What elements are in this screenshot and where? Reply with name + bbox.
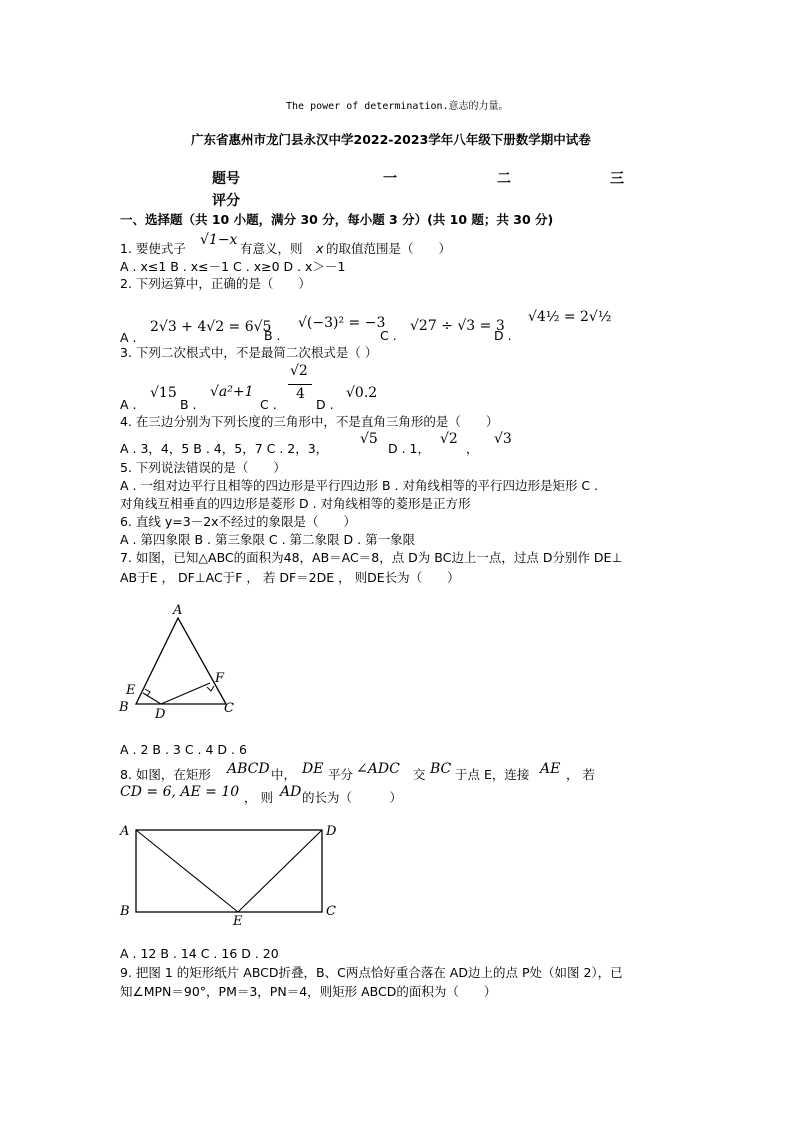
rectangle-abcd: [136, 830, 322, 912]
q1-stem-a: 1. 要使式子: [120, 241, 186, 256]
q2-stem: 2. 下列运算中，正确的是（ ）: [120, 276, 311, 291]
q4-d-radical-2: √3: [494, 431, 512, 447]
q9-line1: 9. 把图 1 的矩形纸片 ABCD折叠，B、C两点恰好重合落在 AD边上的点 P处（如图 2），已: [120, 965, 623, 980]
q8-de: DE: [302, 761, 324, 777]
q1-radical: √1−x: [200, 232, 238, 248]
q4-comma: ，: [466, 441, 479, 456]
score-col-1: 一: [383, 171, 397, 187]
q8-text-2: 中，: [271, 767, 297, 782]
q2-d-expr: √4½ = 2√½: [528, 309, 612, 325]
label-b: B: [120, 904, 130, 919]
q3-b-label: B .: [180, 397, 197, 412]
q4-c-radical: √5: [360, 431, 378, 447]
q6-options: A . 第四象限 B . 第三象限 C . 第二象限 D . 第一象限: [120, 532, 416, 547]
score-col-3: 三: [610, 171, 624, 187]
q3-c-denominator: 4: [296, 386, 305, 402]
q8-text-5: 于点 E，连接: [455, 767, 530, 782]
q3-d-expr: √0.2: [346, 385, 378, 401]
q8-bc: BC: [430, 761, 452, 777]
q7-line2: AB于E ， DF⊥AC于F ， 若 DF＝2DE ， 则DE长为（ ）: [120, 570, 460, 585]
q2-a-expr: 2√3 + 4√2 = 6√5: [150, 319, 272, 335]
right-angle-f: [207, 686, 214, 691]
q5-line2: 对角线互相垂直的四边形是菱形 D . 对角线相等的菱形是正方形: [120, 496, 471, 511]
q8-abcd: ABCD: [227, 761, 270, 777]
q3-d-label: D .: [316, 397, 334, 412]
q1-stem-c: 的取值范围是（ ）: [326, 241, 452, 256]
q3-a-label: A .: [120, 397, 137, 412]
q8-text-8: 的长为（ ）: [302, 790, 403, 805]
q1-var: x: [316, 241, 324, 256]
label-c: C: [224, 701, 234, 716]
q3-c-label: C .: [260, 397, 277, 412]
score-row-label: 题号: [212, 171, 240, 187]
label-d: D: [155, 707, 166, 722]
q8-angle: ∠ADC: [356, 761, 400, 777]
q7-options: A . 2 B . 3 C . 4 D . 6: [120, 742, 247, 757]
q3-b-expr: √a²+1: [210, 384, 254, 400]
label-f: F: [215, 671, 225, 686]
q3-c-numerator: √2: [290, 363, 308, 379]
q6-stem: 6. 直线 y=3－2x不经过的象限是（ ）: [120, 514, 357, 529]
q8-text-1: 8. 如图，在矩形: [120, 767, 211, 782]
q8-ae: AE: [540, 761, 561, 777]
q3-c-fraction-bar: [288, 384, 312, 385]
label-e: E: [126, 683, 136, 698]
q2-a-label: A .: [120, 330, 137, 345]
motto: The power of determination.意志的力量。: [286, 101, 509, 112]
q4-options-a: A . 3，4，5 B . 4，5，7 C . 2，3，: [120, 441, 329, 456]
q4-stem: 4. 在三边分别为下列长度的三角形中，不是直角三角形的是（ ）: [120, 414, 499, 429]
segment-df: [161, 683, 210, 704]
q8-text-6: ， 若: [566, 767, 595, 782]
q8-text-7: ， 则: [244, 790, 273, 805]
score-row2-label: 评分: [212, 193, 240, 209]
q4-d-radical-1: √2: [440, 431, 458, 447]
q2-b-expr: √(−3)² = −3: [298, 315, 386, 331]
segment-de: [143, 693, 161, 704]
q8-condition: CD = 6, AE = 10: [120, 784, 240, 800]
q1-stem-b: 有意义，则: [240, 241, 303, 256]
q8-text-4: 交: [413, 767, 426, 782]
label-d: D: [326, 824, 337, 839]
q7-triangle-figure: [114, 600, 274, 725]
q4-options-b: D . 1，: [388, 441, 430, 456]
label-e: E: [233, 914, 243, 928]
q9-line2: 知∠MPN＝90°，PM＝3，PN＝4，则矩形 ABCD的面积为（ ）: [120, 984, 497, 999]
q8-text-3: 平分: [328, 767, 354, 782]
q8-options: A . 12 B . 14 C . 16 D . 20: [120, 946, 279, 961]
section-heading: 一、选择题（共 10 小题，满分 30 分，每小题 3 分）(共 10 题；共 30 分): [120, 212, 554, 227]
q2-d-label: D .: [494, 328, 512, 343]
q2-c-label: C .: [380, 328, 397, 343]
label-c: C: [326, 904, 336, 919]
q2-c-expr: √27 ÷ √3 = 3: [410, 318, 505, 334]
score-col-2: 二: [497, 171, 511, 187]
q1-options: A . x≤1 B . x≤－1 C . x≥0 D . x＞－1: [120, 259, 346, 274]
label-b: B: [119, 700, 129, 715]
q5-stem: 5. 下列说法错误的是（ ）: [120, 460, 286, 475]
q2-b-label: B .: [264, 328, 281, 343]
q5-line1: A . 一组对边平行且相等的四边形是平行四边形 B . 对角线相等的平行四边形是矩形 C .: [120, 478, 599, 493]
q3-a-expr: √15: [150, 385, 177, 401]
label-a: A: [120, 824, 130, 839]
q7-line1: 7. 如图，已知△ABC的面积为48，AB＝AC＝8，点 D为 BC边上一点，过点 D分别作 DE⊥: [120, 550, 623, 565]
label-a: A: [173, 603, 183, 618]
segment-de: [238, 830, 322, 912]
q8-ad: AD: [280, 784, 302, 800]
q8-rectangle-figure: [114, 818, 344, 928]
triangle-abc: [136, 618, 226, 704]
q3-stem: 3. 下列二次根式中，不是最简二次根式是（ ）: [120, 345, 378, 360]
exam-title: 广东省惠州市龙门县永汉中学2022-2023学年八年级下册数学期中试卷: [191, 132, 591, 147]
segment-ae: [136, 830, 238, 912]
